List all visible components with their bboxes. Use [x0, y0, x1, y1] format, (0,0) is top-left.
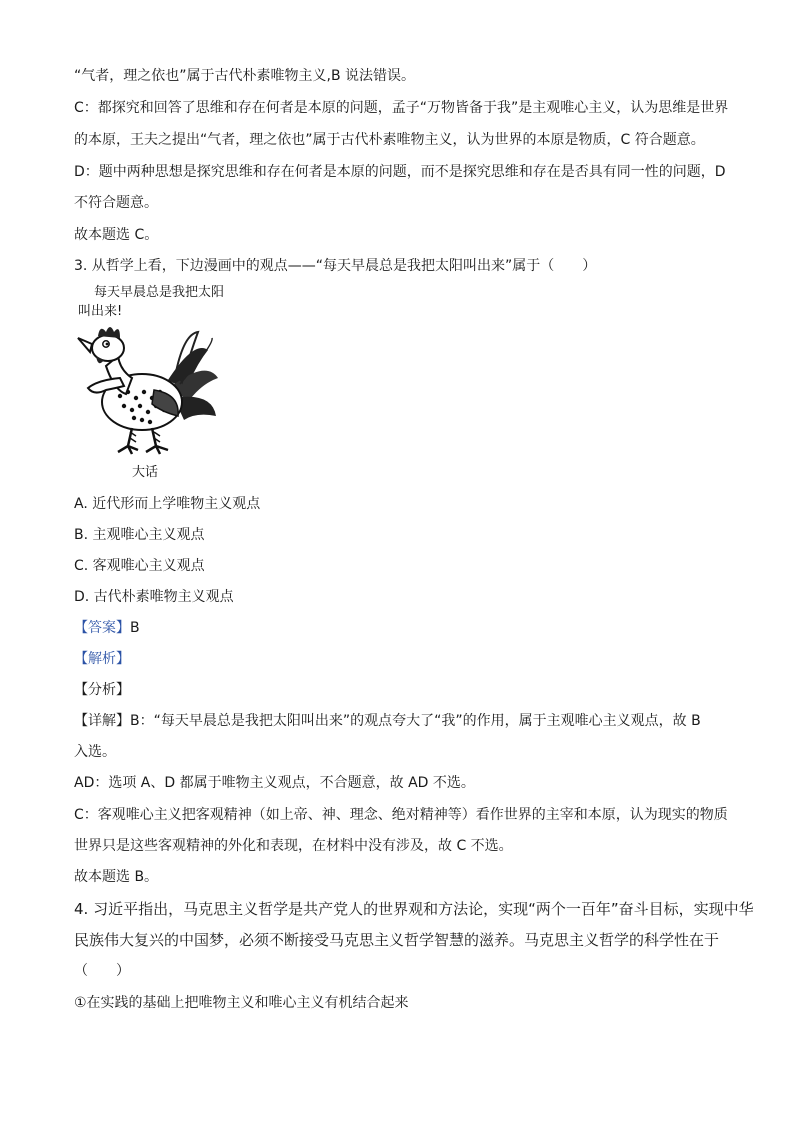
- detail-line: 世界只是这些客观精神的外化和表现，在材料中没有涉及，故 C 不选。: [74, 838, 513, 854]
- detail-line: C：客观唯心主义把客观精神（如上帝、神、理念、绝对精神等）看作世界的主宰和本原，认为现实的物质: [74, 807, 728, 823]
- speech-text-line-2: 叫出来!: [78, 304, 123, 319]
- option-c: C. 客观唯心主义观点: [74, 558, 205, 574]
- option-a: A. 近代形而上学唯物主义观点: [74, 496, 261, 512]
- cartoon-caption: 大话: [132, 465, 159, 480]
- rooster-cartoon: [76, 284, 226, 484]
- question-3-stem: 3. 从哲学上看，下边漫画中的观点——“每天早晨总是我把太阳叫出来”属于（ ）: [74, 258, 597, 274]
- question-4-paren: （ ）: [74, 963, 130, 979]
- option-b: B. 主观唯心主义观点: [74, 527, 205, 543]
- question-4-stem: 民族伟大复兴的中国梦，必须不断接受马克思主义哲学智慧的滋养。马克思主义哲学的科学性在于: [74, 931, 720, 949]
- option-d: D. 古代朴素唯物主义观点: [74, 589, 234, 605]
- answer-value: B: [130, 620, 140, 636]
- answer-tag: 【答案】: [74, 620, 130, 636]
- paragraph-line: 故本题选 C。: [74, 227, 159, 243]
- paragraph-line: 的本原，王夫之提出“气者，理之依也”属于古代朴素唯物主义，认为世界的本原是物质，C 符合题意。: [74, 132, 705, 148]
- question-4-item: ①在实践的基础上把唯物主义和唯心主义有机结合起来: [74, 995, 409, 1011]
- detail-line: 入选。: [74, 744, 116, 760]
- speech-text-line-1: 每天早晨总是我把太阳: [94, 285, 225, 300]
- detail-text: B：“每天早晨总是我把太阳叫出来”的观点夸大了“我”的作用，属于主观唯心主义观点，故 B: [130, 713, 701, 729]
- detail-line: AD：选项 A、D 都属于唯物主义观点，不合题意，故 AD 不选。: [74, 775, 475, 791]
- paragraph-line: 不符合题意。: [74, 195, 158, 211]
- paragraph-line: D：题中两种思想是探究思维和存在何者是本原的问题，而不是探究思维和存在是否具有同一性的问题，D: [74, 164, 726, 180]
- detail-tag: 【详解】: [74, 713, 130, 729]
- conclusion-line: 故本题选 B。: [74, 869, 159, 885]
- rooster-illustration: [76, 320, 226, 462]
- question-4-stem: 4. 习近平指出，马克思主义哲学是共产党人的世界观和方法论，实现“两个一百年”奋斗目标，实现中华: [74, 900, 754, 918]
- answer-line: [74, 618, 734, 638]
- fenxi-tag: 【分析】: [74, 682, 130, 698]
- detail-line: [74, 711, 734, 731]
- paragraph-line: “气者，理之依也”属于古代朴素唯物主义,B 说法错误。: [74, 68, 416, 84]
- analysis-tag: 【解析】: [74, 651, 130, 667]
- paragraph-line: C：都探究和回答了思维和存在何者是本原的问题，孟子“万物皆备于我”是主观唯心主义，认为思维是世界: [74, 100, 729, 116]
